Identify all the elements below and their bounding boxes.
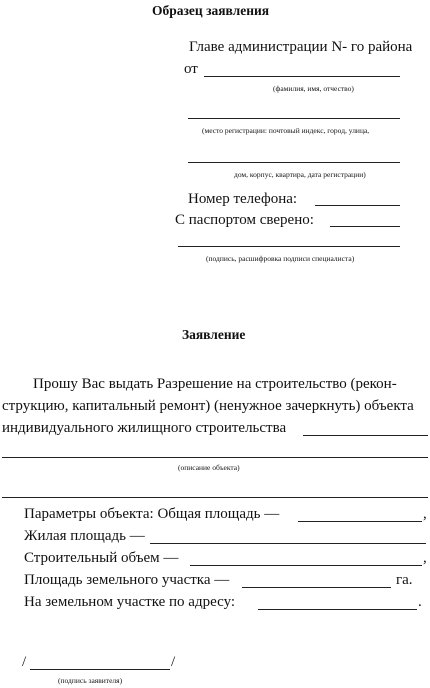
volume-comma: , <box>423 550 427 566</box>
living-area-underline <box>150 543 426 544</box>
paragraph-line-3: индивидуального жилищного строительства <box>2 420 287 436</box>
recipient-line: Главе администрации N- го района <box>189 39 413 55</box>
volume-label: Строительный объем — <box>24 550 179 566</box>
statement-title: Заявление <box>182 327 246 342</box>
object-hint: (описание объекта) <box>178 463 240 472</box>
address-underline-2 <box>188 162 400 163</box>
applicant-signature-underline <box>30 669 170 670</box>
object-underline-3 <box>2 497 428 498</box>
object-underline-2 <box>2 457 428 458</box>
object-underline-1 <box>303 435 428 436</box>
signature-slash-right: / <box>171 654 176 670</box>
params-comma: , <box>423 506 427 522</box>
passport-label: С паспортом сверено: <box>175 212 314 228</box>
page-title: Образец заявления <box>152 3 270 18</box>
name-hint: (фамилия, имя, отчество) <box>273 84 354 93</box>
from-prefix: от <box>184 61 198 77</box>
volume-underline <box>190 565 422 566</box>
name-underline <box>204 76 400 77</box>
phone-underline <box>315 205 400 206</box>
address-hint-1: (место регистрации: почтовый индекс, город, улица, <box>202 126 370 135</box>
signature-hint: (подпись, расшифровка подписи специалиста) <box>206 254 355 263</box>
land-area-label: Площадь земельного участка — <box>24 572 230 588</box>
phone-label: Номер телефона: <box>188 191 298 207</box>
paragraph-line-2: струкцию, капитальный ремонт) (ненужное зачеркнуть) объекта <box>2 398 414 414</box>
paragraph-line-1: Прошу Вас выдать Разрешение на строительство (рекон- <box>33 376 397 392</box>
applicant-signature-hint: (подпись заявителя) <box>58 676 123 685</box>
signature-slash-left: / <box>22 654 27 670</box>
address-underline <box>258 609 417 610</box>
signature-underline <box>178 246 400 247</box>
address-hint-2: дом, корпус, квартира, дата регистрации) <box>234 170 366 179</box>
land-area-unit: га. <box>396 572 413 588</box>
total-area-underline <box>298 521 422 522</box>
passport-underline <box>330 226 400 227</box>
living-area-label: Жилая площадь — <box>24 528 145 544</box>
land-area-underline <box>242 587 391 588</box>
address-period: . <box>418 594 422 610</box>
address-label: На земельном участке по адресу: <box>24 594 236 610</box>
address-underline-1 <box>188 118 400 119</box>
params-label: Параметры объекта: Общая площадь — <box>24 506 280 522</box>
